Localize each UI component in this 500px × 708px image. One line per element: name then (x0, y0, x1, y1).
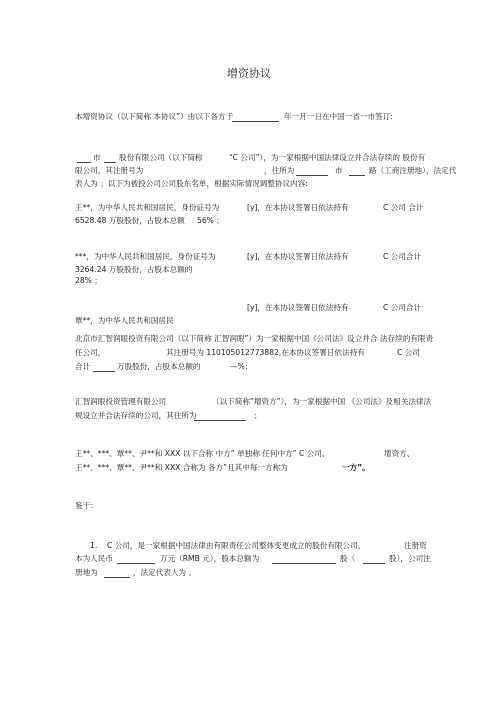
party-c-text: ，住所为 (264, 166, 295, 175)
investor-text: （以下简称”增资方”），为一家根据中国 《公司法》及相关法律法 (212, 397, 432, 406)
shareholder-text: 任公司， (75, 348, 106, 357)
blank (349, 167, 365, 176)
parties-text: 王**、***、覃**、尹**和 XXX 合称为 各方”且其中每一方称为 (75, 463, 288, 472)
shareholder-text: 王**，为中华人民共和国居民，身份证号为 (75, 203, 220, 212)
address-blank (104, 569, 130, 578)
intro-text-2: 年一月一日在中国一省一市签订: (284, 112, 393, 121)
clause-number: 1. (90, 541, 98, 550)
blank (104, 154, 116, 163)
shareholder-text: 28% ； (75, 276, 102, 285)
shareholder-text: [y]，在本协议签署日依法持有 (247, 252, 349, 261)
city-blank (77, 154, 91, 163)
clause-text: 注册资 (404, 541, 427, 550)
shareholder-text: 北京市汇智润眼投资有限公司（以下简称 汇智润眼”）为一家根据中国《公司法》设立并合 法存续的有限责 (75, 334, 434, 343)
clause-text: 本为人民币 (75, 554, 113, 563)
parties-text: 增资方、 (384, 449, 415, 458)
shareholder-text: [y]，在本协议签署日依法持有 (247, 303, 349, 312)
shareholder-text: 56% ； (197, 216, 224, 225)
parties-text: 一方”。 (342, 463, 370, 472)
shareholder-text: ***，为中华人民共和国居民，身份证号为 (75, 252, 216, 261)
shareholder-text: 万股股份，占股本总额的 (117, 362, 201, 371)
blank (363, 555, 385, 564)
document-title: 增资协议 (227, 67, 271, 80)
capital-blank (117, 555, 155, 564)
party-c-text: 市 (335, 166, 343, 175)
shareholder-text: 其注册号为 110105012773882,在本协议签署日依法持有 (166, 348, 365, 357)
date-blank (232, 113, 279, 122)
shareholder-text: C 公司合计 (383, 303, 422, 312)
party-c-text: 股份有限公司（以下简称 (119, 153, 203, 162)
shareholder-text: —%； (230, 362, 253, 371)
clause-text: 股（ (340, 554, 356, 563)
shareholder-text: 合计 (75, 362, 91, 371)
parties-text: 王**、***、覃**、尹**和 XXX 以下合称 中方” 单独称 任何中方” C 公司、 (75, 449, 330, 458)
party-c-text: 市 (93, 153, 101, 162)
clause-text: 万元（RMB 元），股本总额为 (160, 554, 260, 563)
clause-text: ，法定代表人为 。 (133, 568, 197, 577)
address-blank (194, 412, 246, 421)
party-c-text: “C 公司”），为一家根据中国法律设立并合法存续的 股份有 (229, 153, 426, 162)
clause-text: C 公司，是一家根据中国法律由有限责任公司整体变更成立的股份有限公司， (107, 541, 366, 550)
shareholder-text: 覃**，为中华人民共和国居民 (75, 316, 174, 325)
intro-text: 本增资协议（以下简称 本协议”）由以下各方于 (75, 112, 234, 121)
whereas-heading: 鉴于： (75, 501, 98, 510)
shares-blank (272, 555, 336, 564)
shareholder-text: 3264.24 万股股份，占股本总额的 (75, 265, 193, 274)
shareholder-text: C 公司合计 (383, 252, 422, 261)
shareholder-text: 6528.48 万股股份，占股本总额 (75, 216, 185, 225)
shareholder-text: [y]，在本协议签署日依法持有 (247, 203, 349, 212)
investor-text: 汇智润眼投资管理有限公司 (75, 397, 167, 406)
clause-text: 股），公司注 (389, 554, 431, 563)
blank (296, 167, 328, 176)
shareholder-text: C 公司 合计 (383, 203, 424, 212)
party-c-text: 表人为 ；以下为被投公司公司股东名单，根据实际情况调整协议内容: (75, 179, 308, 188)
party-c-text: 限公司，其注册号为 (75, 166, 144, 175)
investor-text: ； (254, 411, 262, 420)
clause-text: 册地为 (75, 568, 98, 577)
shareholder-text: C 公司 (397, 348, 420, 357)
party-c-text: 路（工商注册地），法定代 (369, 166, 457, 175)
blank (93, 363, 115, 372)
investor-text: 规设立并合法存续的公司，其住所为 (75, 411, 197, 420)
